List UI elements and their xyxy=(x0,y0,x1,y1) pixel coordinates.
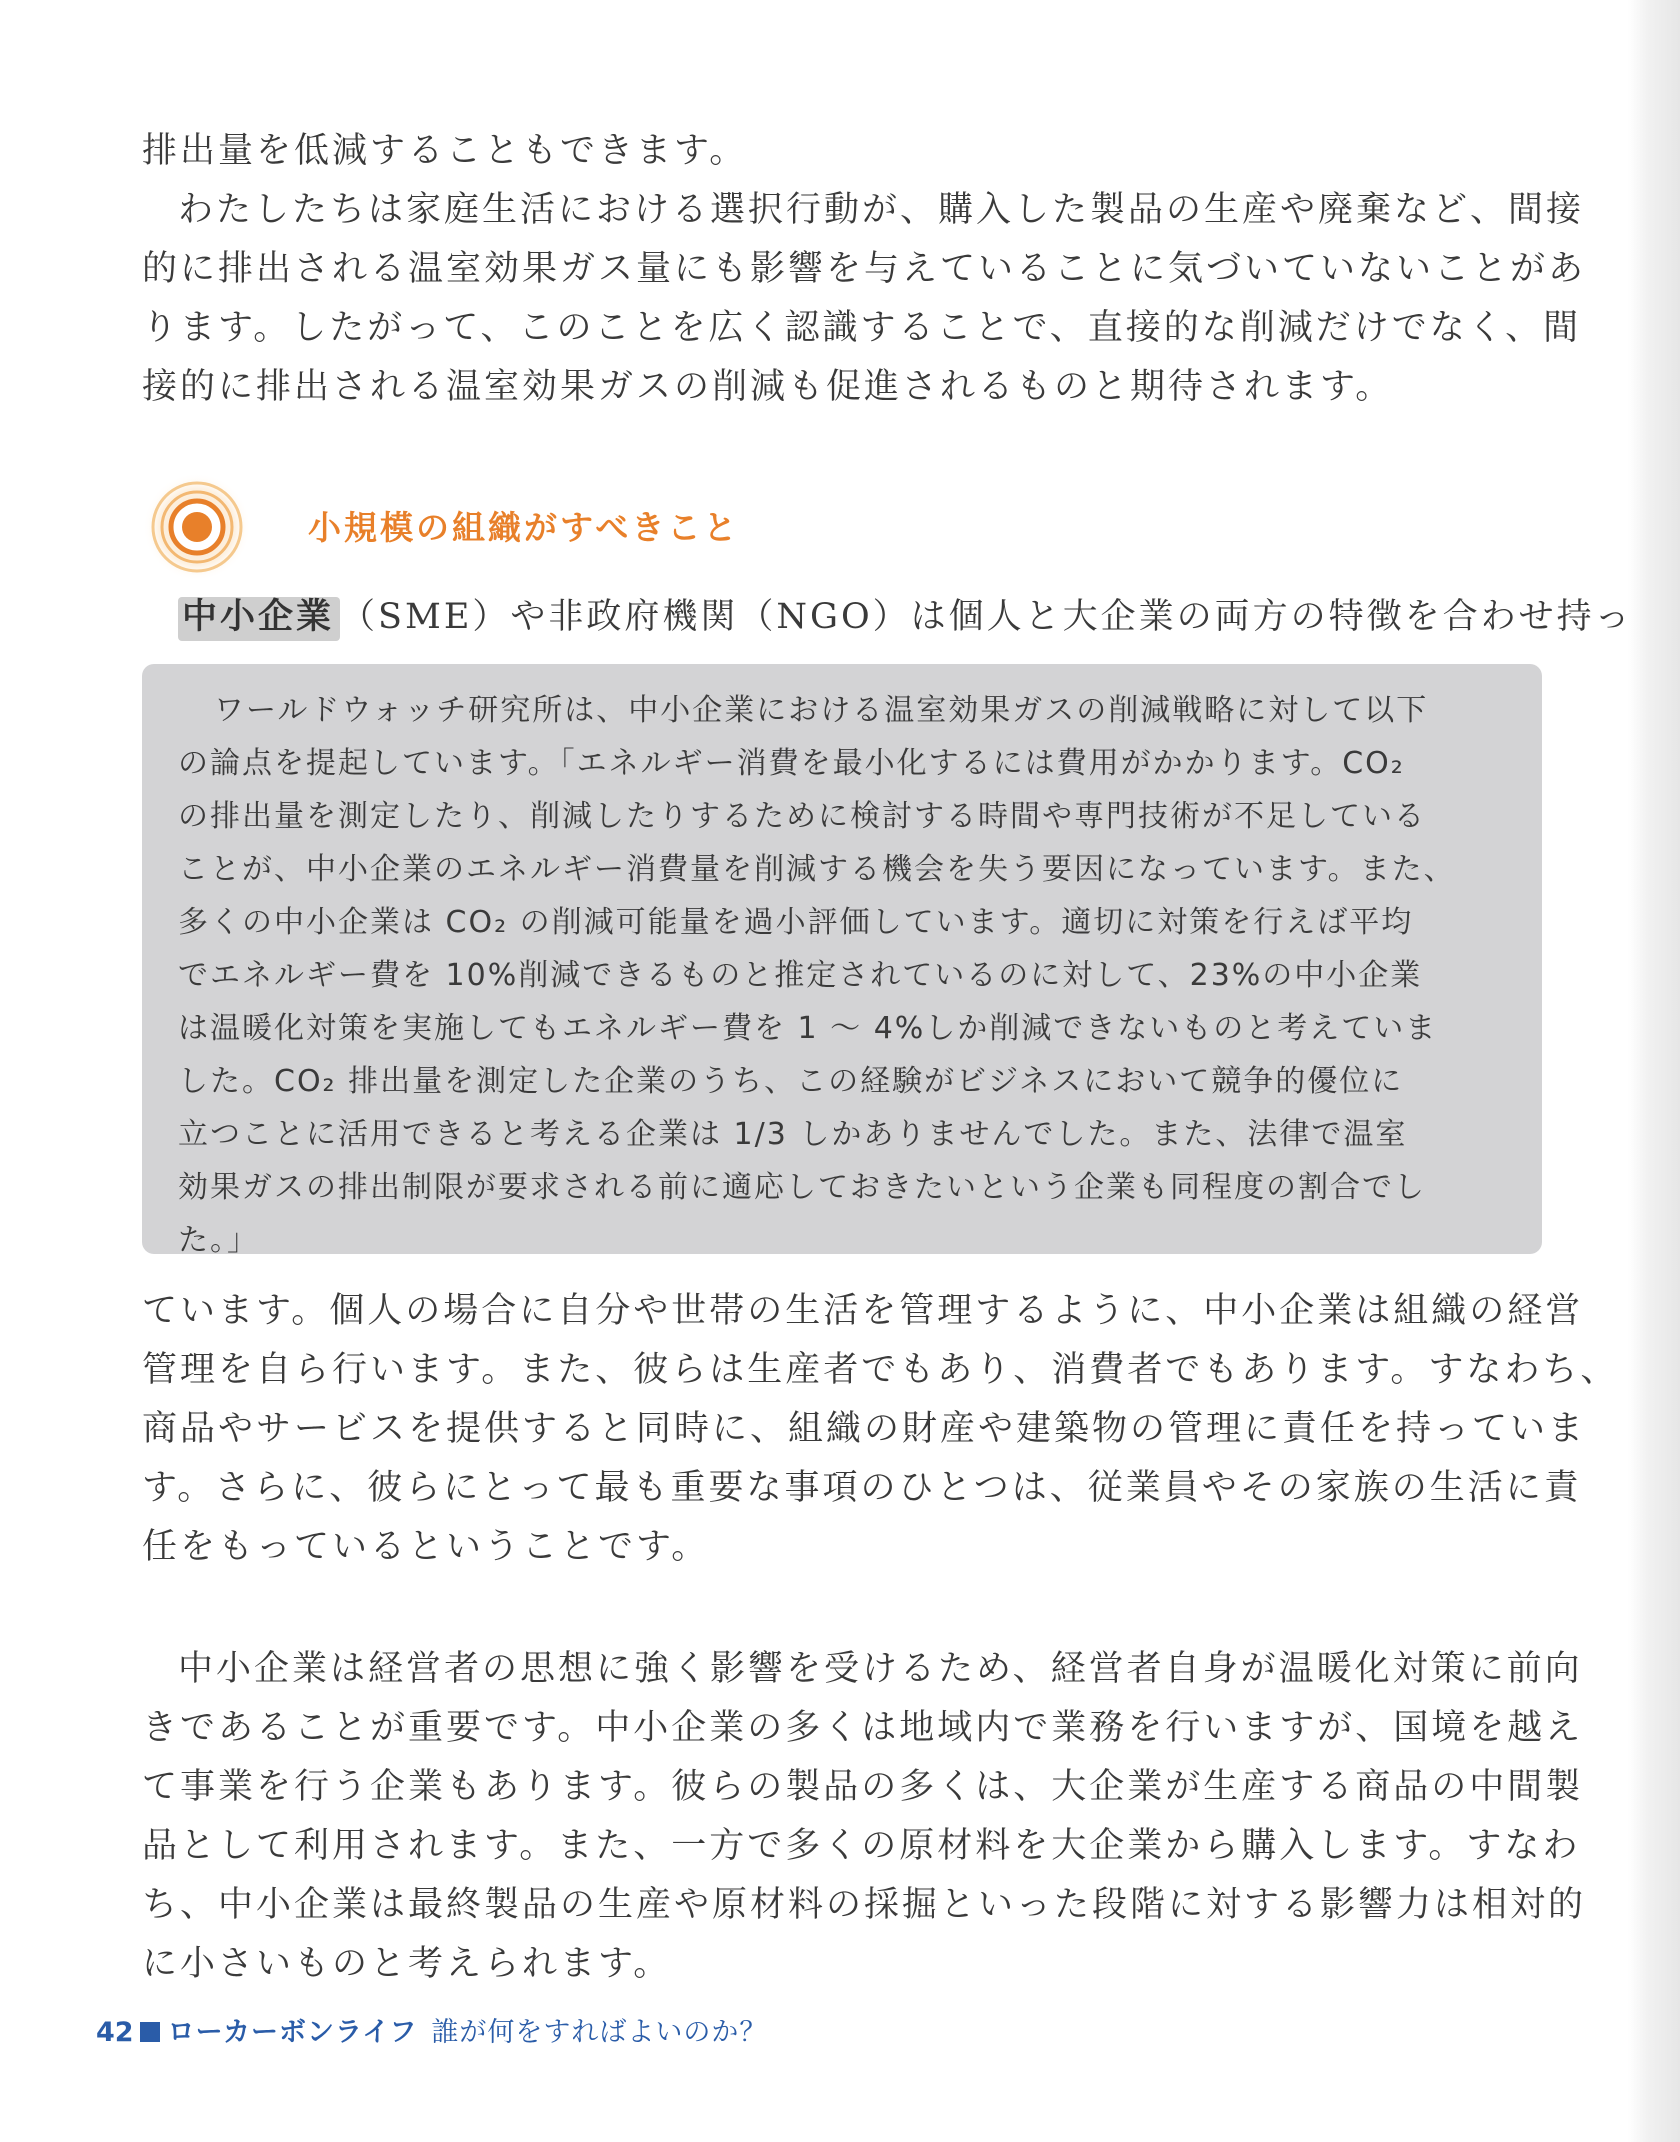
sme-paragraph-continuation xyxy=(142,1282,1619,1577)
text-line: す。さらに、彼らにとって最も重要な事項のひとつは、従業員やその家族の生活に責 xyxy=(142,1468,1582,1508)
text-line: の論点を提起しています。「エネルギー消費を最小化するには費用がかかります。CO₂ xyxy=(178,746,1405,781)
text-line: 排出量を低減することもできます。 xyxy=(142,131,748,171)
text-line: 多くの中小企業は CO₂ の削減可能量を過小評価しています。適切に対策を行えば平均 xyxy=(178,905,1414,940)
book-subtitle: 誰が何をすればよいのか？ xyxy=(431,2017,768,2048)
text-line: 効果ガスの排出制限が要求される前に適応しておきたいという企業も同程度の割合でし xyxy=(178,1170,1426,1205)
book-title: ローカーボンライフ xyxy=(167,2017,418,2048)
square-bullet-icon xyxy=(140,2022,160,2042)
text-line: は温暖化対策を実施してもエネルギー費を 1 ～ 4%しか削減できないものと考えていま xyxy=(178,1011,1438,1046)
text-line: ことが、中小企業のエネルギー消費量を削減する機会を失う要因になっています。また、 xyxy=(178,852,1456,887)
text-line: ち、中小企業は最終製品の生産や原材料の採掘といった段階に対する影響力は相対的 xyxy=(142,1885,1587,1925)
text-line: （SME）や非政府機関（NGO）は個人と大企業の両方の特徴を合わせ持っ xyxy=(340,597,1633,637)
highlighted-term: 中小企業 xyxy=(178,597,340,641)
page-edge-shadow xyxy=(1628,0,1680,2142)
text-line: 立つことに活用できると考える企業は 1/3 しかありませんでした。また、法律で温室 xyxy=(178,1117,1408,1152)
quote-text xyxy=(178,684,1518,1267)
text-line: 接的に排出される温室効果ガスの削減も促進されるものと期待されます。 xyxy=(142,367,1394,407)
text-line: わたしたちは家庭生活における選択行動が、購入した製品の生産や廃棄など、間接 xyxy=(178,190,1585,230)
page-number: 42 xyxy=(96,2017,134,2048)
text-line: ワールドウォッチ研究所は、中小企業における温室効果ガスの削減戦略に対して以下 xyxy=(214,693,1429,728)
text-line: 管理を自ら行います。また、彼らは生産者でもあり、消費者でもあります。すなわち、 xyxy=(142,1350,1619,1390)
text-line: に小さいものと考えられます。 xyxy=(142,1944,672,1984)
section-title: 小規模の組織がすべきこと xyxy=(308,508,740,547)
text-line: ています。個人の場合に自分や世帯の生活を管理するように、中小企業は組織の経営 xyxy=(142,1291,1584,1331)
page-footer xyxy=(96,2010,767,2049)
text-line: 的に排出される温室効果ガス量にも影響を与えていることに気づいていないことがあ xyxy=(142,249,1587,289)
text-line: でエネルギー費を 10%削減できるものと推定されているのに対して、23%の中小企業 xyxy=(178,958,1423,993)
text-line: 品として利用されます。また、一方で多くの原材料を大企業から購入します。すなわ xyxy=(142,1826,1581,1866)
intro-paragraph xyxy=(142,122,1587,417)
text-line: 中小企業は経営者の思想に強く影響を受けるため、経営者自身が温暖化対策に前向 xyxy=(178,1649,1583,1689)
text-line: 商品やサービスを提供すると同時に、組織の財産や建築物の管理に責任を持っていま xyxy=(142,1409,1587,1449)
section-heading xyxy=(142,472,1042,582)
final-paragraph xyxy=(142,1640,1587,1994)
quote-box xyxy=(142,664,1542,1258)
text-line: ります。したがって、このことを広く認識することで、直接的な削減だけでなく、間 xyxy=(142,308,1582,348)
text-line: て事業を行う企業もあります。彼らの製品の多くは、大企業が生産する商品の中間製 xyxy=(142,1767,1584,1807)
text-line: きであることが重要です。中小企業の多くは地域内で業務を行いますが、国境を越え xyxy=(142,1708,1584,1748)
text-line: 任をもっているということです。 xyxy=(142,1527,710,1567)
sme-paragraph-start xyxy=(142,588,1633,647)
text-line: た。」 xyxy=(178,1223,259,1258)
concentric-circles-icon xyxy=(142,472,252,582)
text-line: の排出量を測定したり、削減したりするために検討する時間や専門技術が不足している xyxy=(178,799,1426,834)
text-line: した。CO₂ 排出量を測定した企業のうち、この経験がビジネスにおいて競争的優位に xyxy=(178,1064,1404,1099)
